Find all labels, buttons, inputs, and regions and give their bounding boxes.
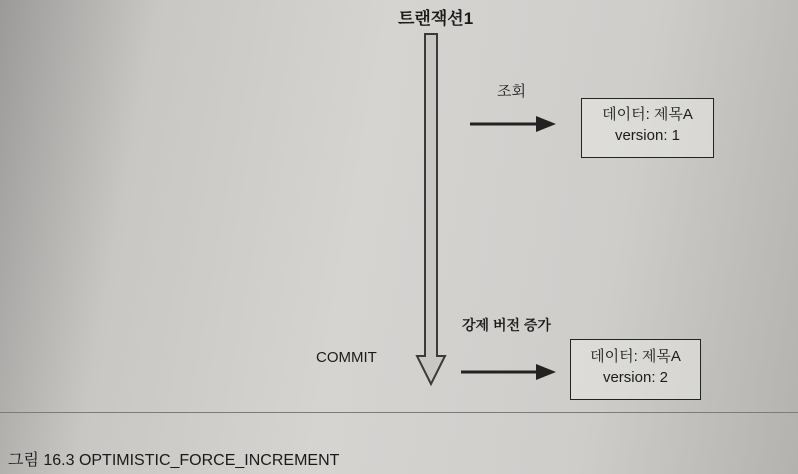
entity-state-box-before	[581, 98, 714, 158]
figure-caption: 그림 16.3 OPTIMISTIC_FORCE_INCREMENT	[8, 452, 340, 469]
force-increment-label: 강제 버전 증가	[462, 317, 551, 333]
entity-data-line: 데이터: 제목A	[602, 106, 693, 123]
commit-arrow-head	[536, 364, 556, 380]
entity-version-line: version: 1	[614, 127, 681, 144]
entity-version-line: version: 2	[602, 369, 669, 386]
read-arrow-head	[536, 116, 556, 132]
entity-state-box-after	[570, 339, 701, 400]
transaction-title: 트랜잭션1	[398, 9, 474, 28]
caption-divider	[0, 412, 798, 413]
lifeline-arrow	[417, 34, 445, 384]
entity-data-line: 데이터: 제목A	[590, 348, 681, 365]
read-step-label: 조회	[497, 83, 526, 100]
commit-label: COMMIT	[316, 349, 377, 366]
